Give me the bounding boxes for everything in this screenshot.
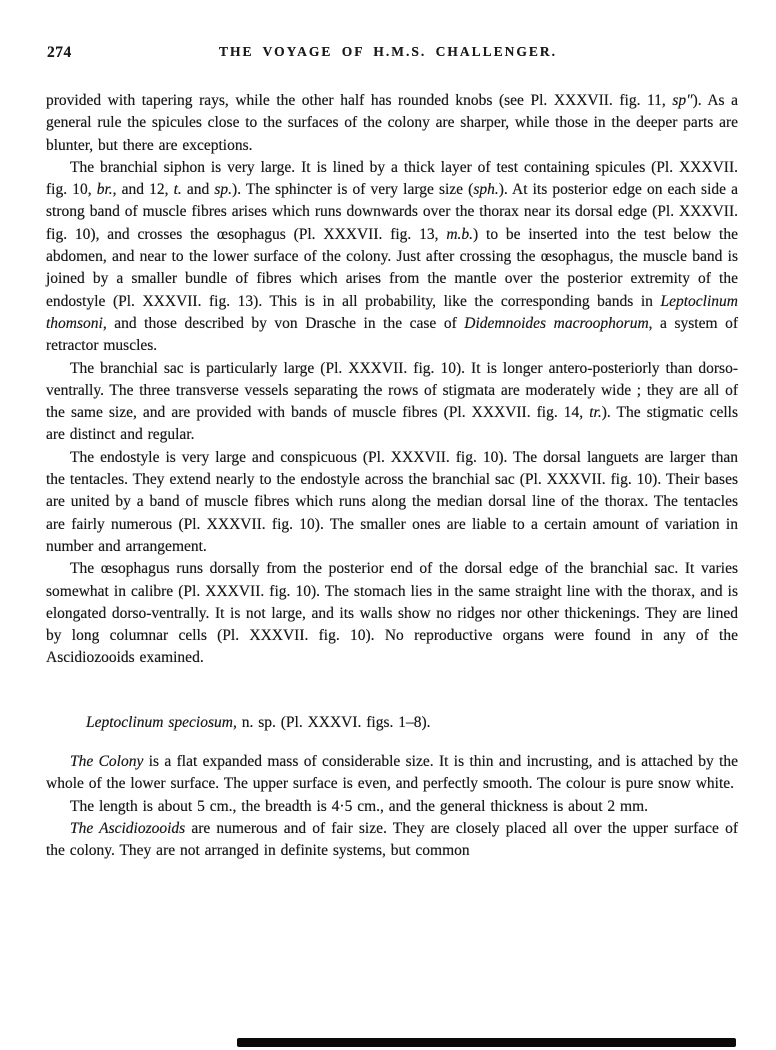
running-title: THE VOYAGE OF H.M.S. CHALLENGER. xyxy=(218,44,558,59)
paragraph-oesophagus: The œsophagus runs dorsally from the posterior end of the dorsal edge of the branchial sac. It varies somewhat in calibre (Pl. XXXVII. fig. 10). The stomach lies in the same straight line with the thorax, and is elongated dorso-ventrally. It is not large, and its walls show no ridges nor other thickenings. They are lined by long columnar cells (Pl. XXXVII. fig. 10). No reproductive organs were found in any of the Ascidiozooids examined. xyxy=(46,560,738,667)
scan-edge-artifact xyxy=(237,1038,736,1047)
paragraph-branchial-siphon: The branchial siphon is very large. It is lined by a thick layer of test containing spicules (Pl. XXXVII. fig. 10, br., and 12, t. and sp.). The sphincter is of very large size (sph.). At its posterior edge on each side a strong band of muscle fibres arises which runs downwards over the thorax near its dorsal edge (Pl. XXXVII. fig. 10), and crosses the œsophagus (Pl. XXXVII. fig. 13, m.b.) to be inserted into the test below the abdomen, and near to the lower surface of the colony. Just after crossing the œsophagus, the muscle band is joined by a smaller bundle of fibres which arises from the mantle over the posterior extremity of the endostyle (Pl. XXXVII. fig. 13). This is in all probability, like the corresponding bands in Leptoclinum thomsoni, and those described by von Drasche in the case of Didemnoides macroophorum, a system of retractor muscles. xyxy=(46,158,738,355)
paragraph-ascidiozooids: The Ascidiozooids are numerous and of fair size. They are closely placed all over the upper surface of the colony. They are not arranged in definite systems, but common xyxy=(46,819,738,860)
page-header xyxy=(0,0,776,66)
paragraph-branchial-sac: The branchial sac is particularly large (Pl. XXXVII. fig. 10). It is longer antero-posteriorly than dorso-ventrally. The three transverse vessels separating the rows of stigmata are moderately wide ; they are all of the same size, and are provided with bands of muscle fibres (Pl. XXXVII. fig. 14, tr.). The stigmatic cells are distinct and regular. xyxy=(46,359,738,444)
species-heading: Leptoclinum speciosum, n. sp. (Pl. XXXVI. figs. 1–8). xyxy=(86,713,431,731)
paragraph-dimensions: The length is about 5 cm., the breadth is 4·5 cm., and the general thickness is about 2 mm. xyxy=(70,797,649,815)
paragraph-spicules-continuation: provided with tapering rays, while the other half has rounded knobs (see Pl. XXXVII. fig. 11, sp″). As a general rule the spicules close to the surfaces of the colony are sharper, while those in the deeper parts are blunter, but there are exceptions. xyxy=(46,92,738,154)
page-number: 274 xyxy=(47,44,72,61)
page-body xyxy=(0,66,776,863)
paragraph-endostyle: The endostyle is very large and conspicuous (Pl. XXXVII. fig. 10). The dorsal languets are larger than the tentacles. They extend nearly to the endostyle across the branchial sac (Pl. XXXVII. fig. 10). Their bases are united by a band of muscle fibres which runs along the median dorsal line of the thorax. The tentacles are fairly numerous (Pl. XXXVII. fig. 10). The smaller ones are liable to a certain amount of variation in number and arrangement. xyxy=(46,448,738,555)
paragraph-the-colony: The Colony is a flat expanded mass of considerable size. It is thin and incrusting, and is attached by the whole of the lower surface. The upper surface is even, and perfectly smooth. The colour is pure snow white. xyxy=(46,753,738,793)
